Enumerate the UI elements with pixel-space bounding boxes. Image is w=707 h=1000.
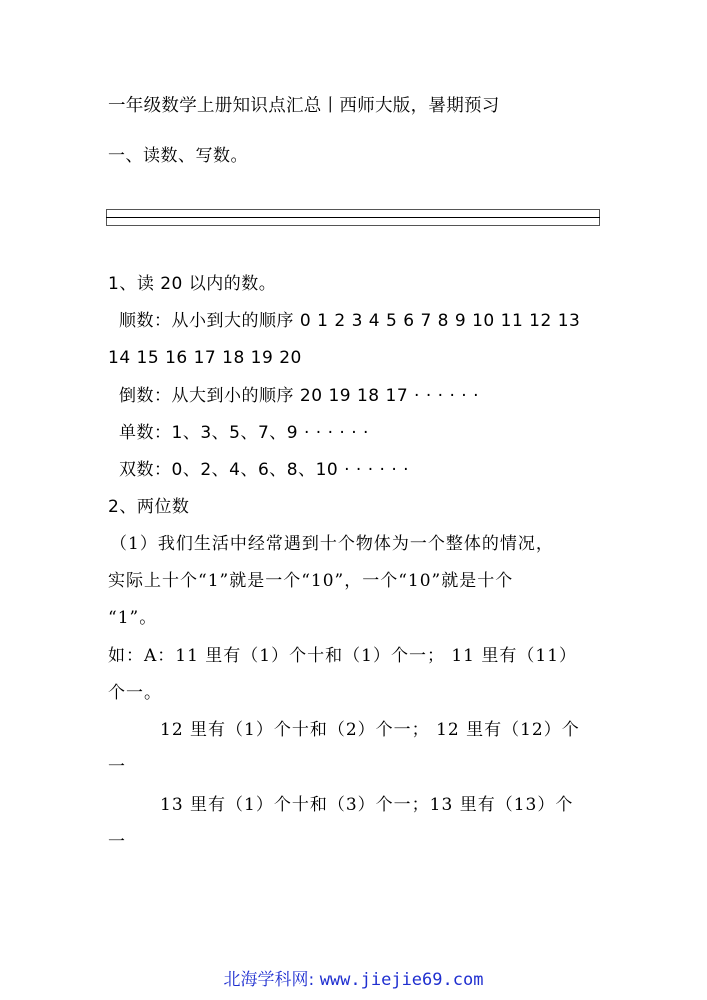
paragraph-line: “1”。 [108,608,158,628]
paragraph-line: 实际上十个“1”就是一个“10”，一个“10”就是十个 [108,571,514,591]
item-2-heading: 2、两位数 [108,497,190,517]
example-b-line-1: 12 里有（1）个十和（2）个一； 12 里有（12）个 [160,720,580,740]
example-a-line-1: 如：A：11 里有（1）个十和（1）个一； 11 里有（11） [108,646,578,666]
example-a-line-2: 个一。 [108,683,162,703]
example-c-line-2: 一 [108,832,126,852]
section-heading: 一、读数、写数。 [108,146,248,166]
daoshu-line: 倒数：从大到小的顺序 20 19 18 17 · · · · · · [119,386,479,406]
footer-url[interactable]: www.jiejie69.com [319,970,484,990]
page-title: 一年级数学上册知识点汇总丨西师大版，暑期预习 [108,96,500,116]
example-b-line-2: 一 [108,757,126,777]
shunshu-line-1: 顺数：从小到大的顺序 0 1 2 3 4 5 6 7 8 9 10 11 12 13 [119,311,581,331]
shunshu-line-2: 14 15 16 17 18 19 20 [108,348,302,368]
footer-site-name: 北海学科网: [223,970,315,990]
shuangshu-line: 双数：0、2、4、6、8、10 · · · · · · [119,460,410,480]
example-c-line-1: 13 里有（1）个十和（3）个一；13 里有（13）个 [160,795,574,815]
item-1-heading: 1、读 20 以内的数。 [108,274,277,294]
divider [106,209,600,226]
footer-watermark [0,965,707,990]
paragraph-line: （1）我们生活中经常遇到十个物体为一个整体的情况， [110,534,554,554]
danshu-line: 单数：1、3、5、7、9 · · · · · · [119,423,369,443]
